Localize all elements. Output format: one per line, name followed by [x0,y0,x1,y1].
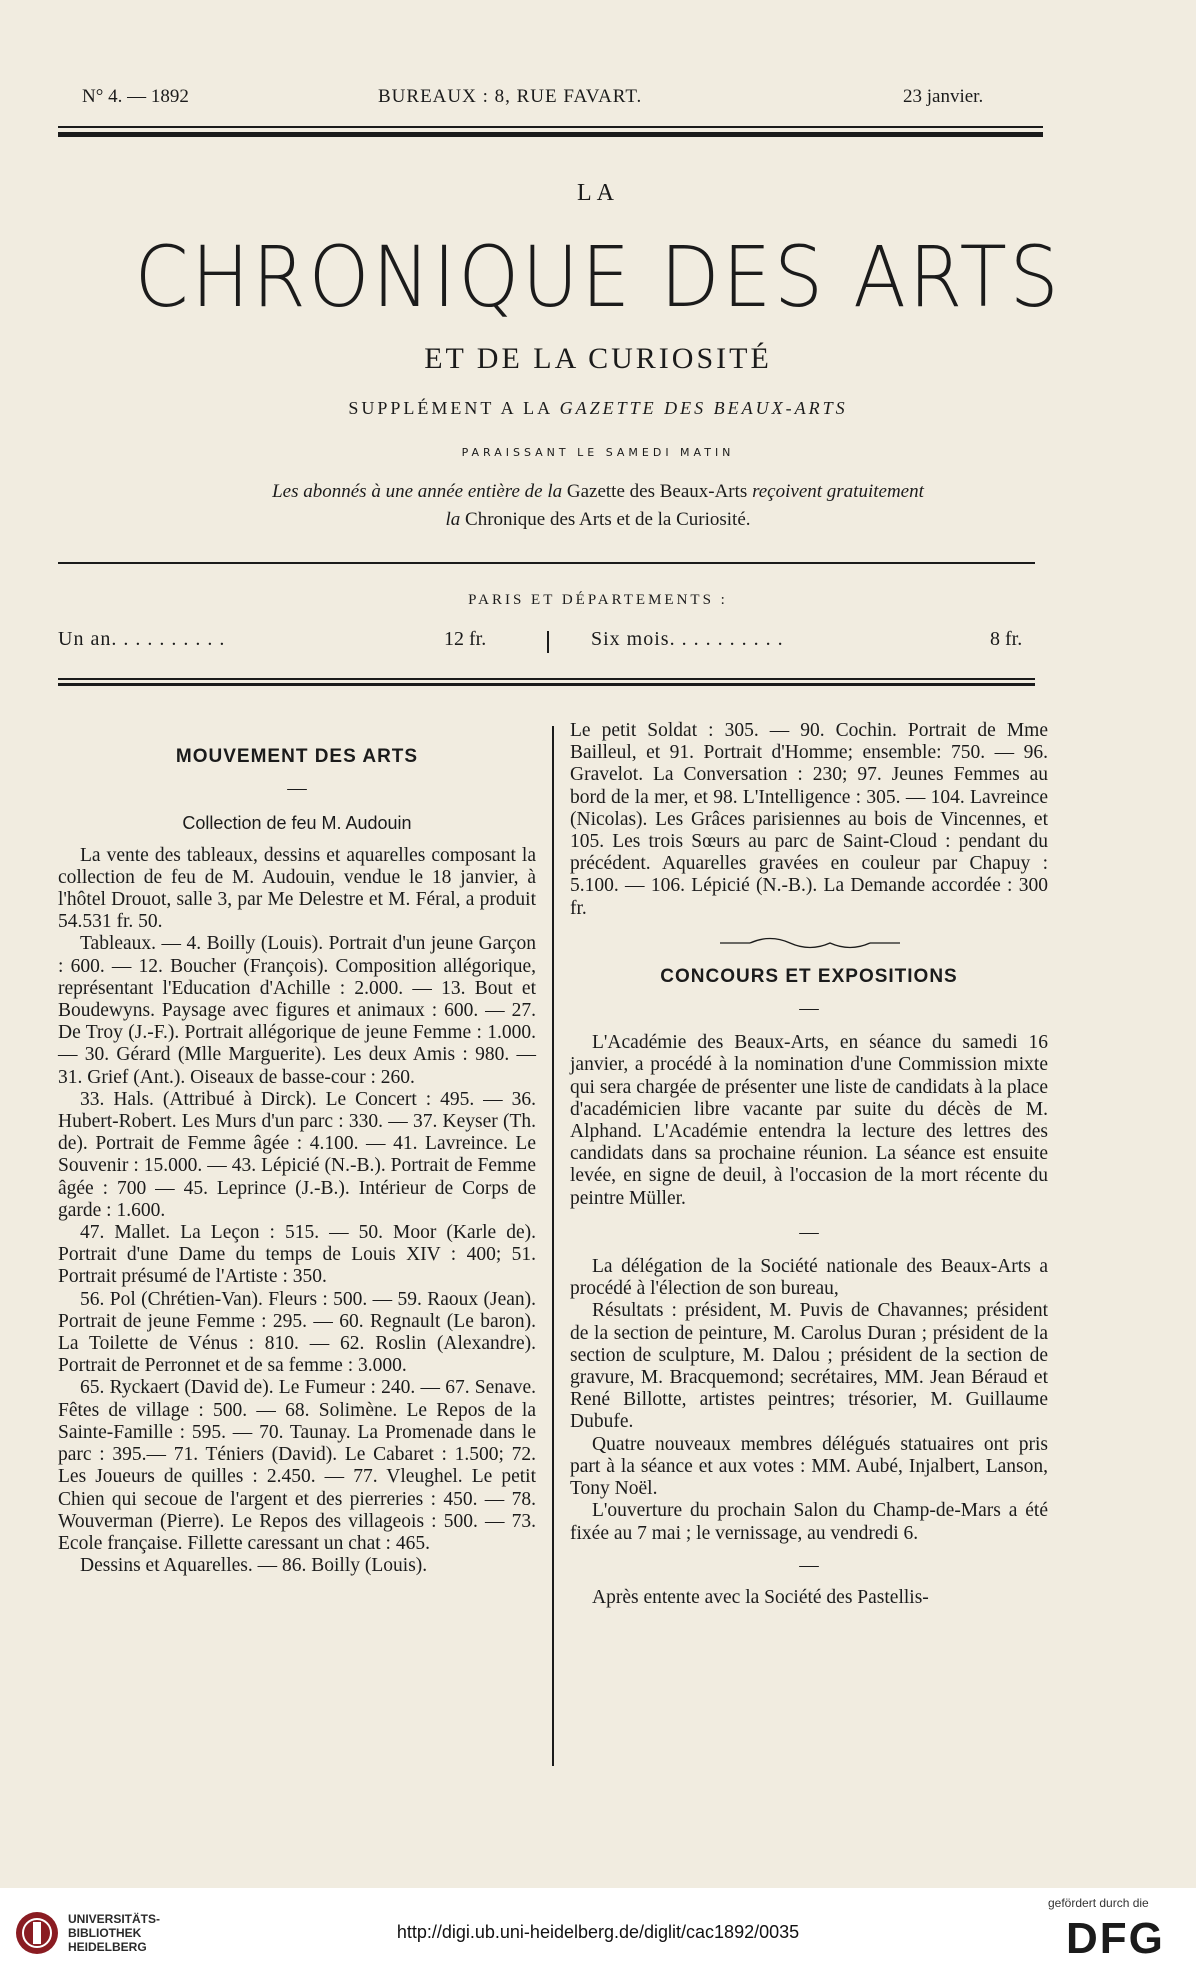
half-year-label: Six mois. . . . . . . . . . [591,628,784,650]
pricing-rule-thin [58,678,1035,680]
year-label: Un an. . . . . . . . . . [58,628,226,650]
paragraph-dash: — [799,1221,819,1243]
library-name: UNIVERSITÄTS- BIBLIOTHEK HEIDELBERG [68,1912,161,1954]
issue-date: 23 janvier. [903,86,984,107]
paragraph: Tableaux. — 4. Boilly (Louis). Portrait d'un jeune Garçon : 600. — 12. Boucher (François). Composition allégorique, représentant l'Education d'Achille : 2.000. — 13. Bout et Boudewyns. Paysage avec figures et animaux : 600. — 27. De Troy (J.-F.). Portrait allégorique de jeune Femme : 1.000. — 30. Gérard (Mlle Marguerite). Les deux Amis : 980. — 31. Grief (Ant.). Oiseaux de basse-cour : 260. [58,933,536,1088]
paragraph: Après entente avec la Société des Pastellis- [592,1586,929,1608]
left-column [58,746,536,1577]
paragraph: Le petit Soldat : 305. — 90. Cochin. Portrait de Mme Bailleul, et 91. Portrait d'Homme; ensemble: 750. — 96. Gravelot. La Conversation : 230; 97. Jeunes Femmes au bord de la mer, et 98. L'Intelligence : 305. — 104. Lavreince (Nicolas). Les Grâces parisiennes au bois de Vincennes, et 105. Les trois Sœurs au parc de Saint-Cloud : pendant du précédent. Aquarelles gravées en couleur par Chapuy : 5.100. — 106. Lépicié (N.-B.). La Demande accordée : 300 fr. [570,720,1048,919]
notice-1b: Gazette des Beaux-Arts [566,481,748,502]
subscriber-notice-line-2 [0,509,1196,531]
year-price: 12 fr. [444,628,487,650]
paragraph: L'ouverture du prochain Salon du Champ-de-Mars a été fixée au 7 mai ; le vernissage, au vendredi 6. [570,1500,1048,1544]
publication-frequency: PARAISSANT LE SAMEDI MATIN [461,446,735,459]
right-column [570,720,1048,1609]
paragraph: 33. Hals. (Attribué à Dirck). Le Concert : 495. — 36. Hubert-Robert. Les Murs d'un parc : 330. — 37. Keyser (Th. de). Portrait de Femme âgée : 4.100. — 41. Lavreince. Le Souvenir : 15.000. — 43. Lépicié (N.-B.). Portrait de Femme âgée : 700 — 45. Leprince (J.-B.). Intérieur de Corps de garde : 1.600. [58,1088,536,1221]
header-rule-thin [58,126,1043,128]
viewer-footer [0,1888,1196,1976]
office-address: BUREAUX : 8, RUE FAVART. [378,86,643,107]
subscriber-notice-line-1 [0,481,1196,503]
paragraph-dash: — [799,1554,819,1576]
column-divider [552,726,554,1766]
notice-1a: Les abonnés à une année entière de la [272,481,563,502]
paragraph: Résultats : président, M. Puvis de Chavannes; président de la section de peinture, M. Carolus Duran ; président de la section de sculpture, M. Dalou ; président de la section de gravure, M. Bracquemond; secrétaires, MM. Jean Béraud et René Billotte, artistes peintres; trésorier, M. Guillaume Dubufe. [570,1300,1048,1433]
section-dash: — [287,778,307,800]
masthead-subtitle: ET DE LA CURIOSITÉ [424,342,772,375]
notice-2a: la [445,509,461,530]
ornament-divider [570,930,1048,956]
paragraph: 65. Ryckaert (David de). Le Fumeur : 240. — 67. Senave. Fêtes de village : 500. — 68. Solimène. Le Repos de la Sainte-Famille : 595. — 70. Taunay. La Promenade dans le parc : 395.— 71. Téniers (David). Le Cabaret : 1.500; 72. Les Joueurs de quilles : 2.450. — 77. Vleughel. Le petit Chien qui secoue de l'argent et des pierreries : 450. — 78. Wouverman (Pierre). Le Repos des villageois : 500. — 73. Ecole française. Fillette caressant un chat : 465. [58,1377,536,1554]
supplement-journal: GAZETTE DES BEAUX-ARTS [559,398,848,418]
paragraph: 47. Mallet. La Leçon : 515. — 50. Moor (Karle de). Portrait d'une Dame du temps de Louis XIV : 400; 51. Portrait présumé de l'Artiste : 350. [58,1222,536,1288]
pricing-divider [547,631,549,653]
notice-1c: reçoivent gratuitement [752,481,924,502]
pricing-heading: PARIS ET DÉPARTEMENTS : [468,592,728,608]
paragraph: La vente des tableaux, dessins et aquarelles composant la collection de feu de M. Audouin, vendue le 18 janvier, à l'hôtel Drouot, salle 3, par Me Delestre et M. Féral, a produit 54.531 fr. 50. [58,844,536,933]
section-title-concours: CONCOURS ET EXPOSITIONS [660,965,958,987]
paragraph: 56. Pol (Chrétien-Van). Fleurs : 500. — 59. Raoux (Jean). Portrait de jeune Femme : 295. — 60. Regnault (Le baron). La Toilette de Vénus : 810. — 62. Roslin (Alexandre). Portrait de Perronnet et de sa femme : 3.000. [58,1288,536,1377]
masthead-rule [58,562,1035,564]
half-year-price: 8 fr. [990,628,1023,650]
paragraph: Dessins et Aquarelles. — 86. Boilly (Louis). [80,1555,428,1577]
issue-number: N° 4. — 1892 [82,86,189,107]
masthead-la: LA [577,180,619,206]
section-title-mouvement: MOUVEMENT DES ARTS [175,746,419,767]
collection-subtitle: Collection de feu M. Audouin [182,813,412,834]
header-rule-thick [58,132,1043,137]
funding-note: gefördert durch die [1048,1896,1149,1910]
supplement-line [0,398,1196,419]
masthead-title: CHRONIQUE DES ARTS [134,228,1062,326]
supplement-prefix: SUPPLÉMENT A LA [348,398,553,418]
paragraph: La délégation de la Société nationale des Beaux-Arts a procédé à l'élection de son bureau, [570,1256,1048,1300]
dfg-logo: DFG [1066,1914,1165,1963]
paragraph: Quatre nouveaux membres délégués statuaires ont pris part à la séance et aux votes : MM. Aubé, Injalbert, Lanson, Tony Noël. [570,1433,1048,1500]
section-dash: — [799,998,819,1020]
source-url[interactable]: http://digi.ub.uni-heidelberg.de/diglit/cac1892/0035 [396,1922,800,1942]
paragraph: L'Académie des Beaux-Arts, en séance du samedi 16 janvier, a procédé à la nomination d'une Commission mixte qui sera chargée de présenter une liste de candidats à la place d'académicien libre vacante par suite du décès de M. Alphand. L'Académie entendra la lecture des lettres des candidats dans sa prochaine réunion. La séance est ensuite levée, en signe de deuil, à l'occasion de la mort récente du peintre Müller. [570,1032,1048,1209]
notice-2b: Chronique des Arts et de la Curiosité. [465,509,751,530]
pricing-rule-thick [58,683,1035,686]
